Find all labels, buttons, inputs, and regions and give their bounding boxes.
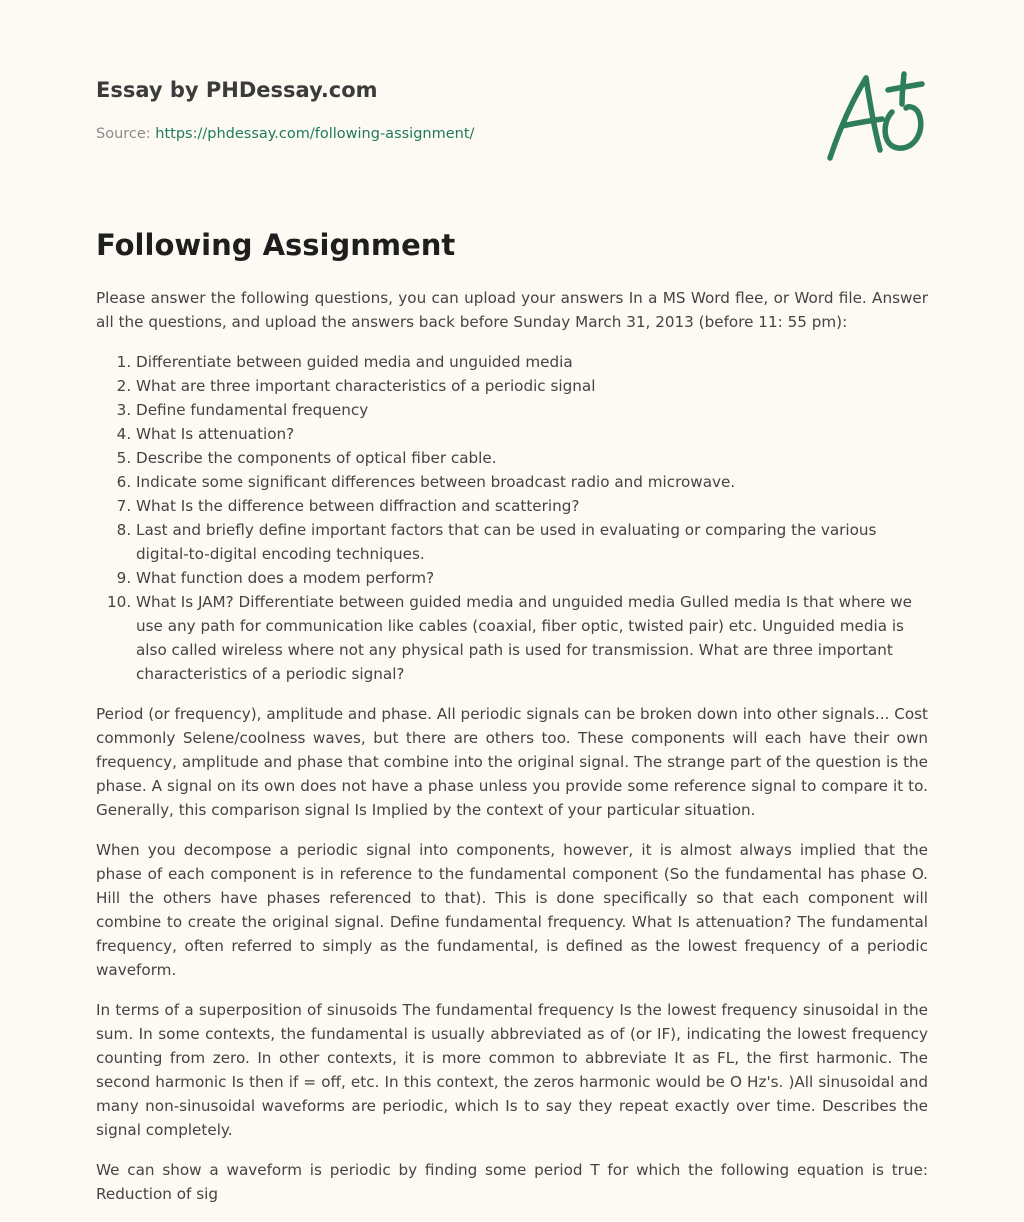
question-item: 6. Indicate some significant differences between broadcast radio and microwave.	[136, 470, 928, 494]
body-paragraph: Period (or frequency), amplitude and phase. All periodic signals can be broken down into other signals... Cost commonly Selene/coolness waves, but there are others too. These components will each have their own frequency, amplitude and phase that combine into the original signal. The strange part of the question is the phase. A signal on its own does not have a phase unless you provide some reference signal to compare it to. Generally, this comparison signal Is Implied by the context of your particular situation.	[96, 705, 928, 819]
question-item: 5. Describe the components of optical fiber cable.	[136, 446, 928, 470]
question-item: 7. What Is the difference between diffraction and scattering?	[136, 494, 928, 518]
body-paragraph: We can show a waveform is periodic by finding some period T for which the following equation is true: Reduction of sig	[96, 1161, 928, 1203]
question-item: 2. What are three important characteristics of a periodic signal	[136, 374, 928, 398]
source-link[interactable]: https://phdessay.com/following-assignment/	[155, 126, 475, 142]
source-line	[96, 124, 796, 144]
article	[96, 226, 928, 1222]
question-item: 8. Last and briefly define important factors that can be used in evaluating or comparing the various digital-to-digital encoding techniques.	[136, 518, 928, 566]
question-item: 10. What Is JAM? Differentiate between guided media and unguided media Gulled media Is that where we use any path for communication like cables (coaxial, fiber optic, twisted pair) etc. Unguided media is also called wireless where not any physical path is used for transmission. What are three important characteristics of a periodic signal?	[136, 590, 928, 686]
question-item: 1. Differentiate between guided media and unguided media	[136, 350, 928, 374]
page-header	[96, 76, 796, 144]
question-item: 3. Define fundamental frequency	[136, 398, 928, 422]
question-item: 9. What function does a modem perform?	[136, 566, 928, 590]
question-list	[96, 350, 928, 686]
source-label: Source:	[96, 126, 151, 142]
intro-paragraph: Please answer the following questions, you can upload your answers In a MS Word flee, or Word file. Answer all the questions, and upload the answers back before Sunday March 31, 2013 (before 11: 55 pm):	[96, 289, 928, 331]
body-paragraph: When you decompose a periodic signal into components, however, it is almost always implied that the phase of each component is in reference to the fundamental component (So the fundamental has phase O. Hill the others have phases referenced to that). This is done specifically so that each component will combine to create the original signal. Define fundamental frequency. What Is attenuation? The fundamental frequency, often referred to simply as the fundamental, is defined as the lowest frequency of a periodic waveform.	[96, 841, 928, 979]
article-title: Following Assignment	[96, 228, 456, 262]
a-plus-grade-icon	[822, 66, 932, 166]
site-brand: Essay by PHDessay.com	[96, 78, 378, 102]
body-paragraph: In terms of a superposition of sinusoids The fundamental frequency Is the lowest frequency sinusoidal in the sum. In some contexts, the fundamental is usually abbreviated as of (or IF), indicating the lowest frequency counting from zero. In other contexts, it is more common to abbreviate It as FL, the first harmonic. The second harmonic Is then if = off, etc. In this context, the zeros harmonic would be O Hz's. )All sinusoidal and many non-sinusoidal waveforms are periodic, which Is to say they repeat exactly over time. Describes the signal completely.	[96, 1001, 928, 1139]
question-item: 4. What Is attenuation?	[136, 422, 928, 446]
